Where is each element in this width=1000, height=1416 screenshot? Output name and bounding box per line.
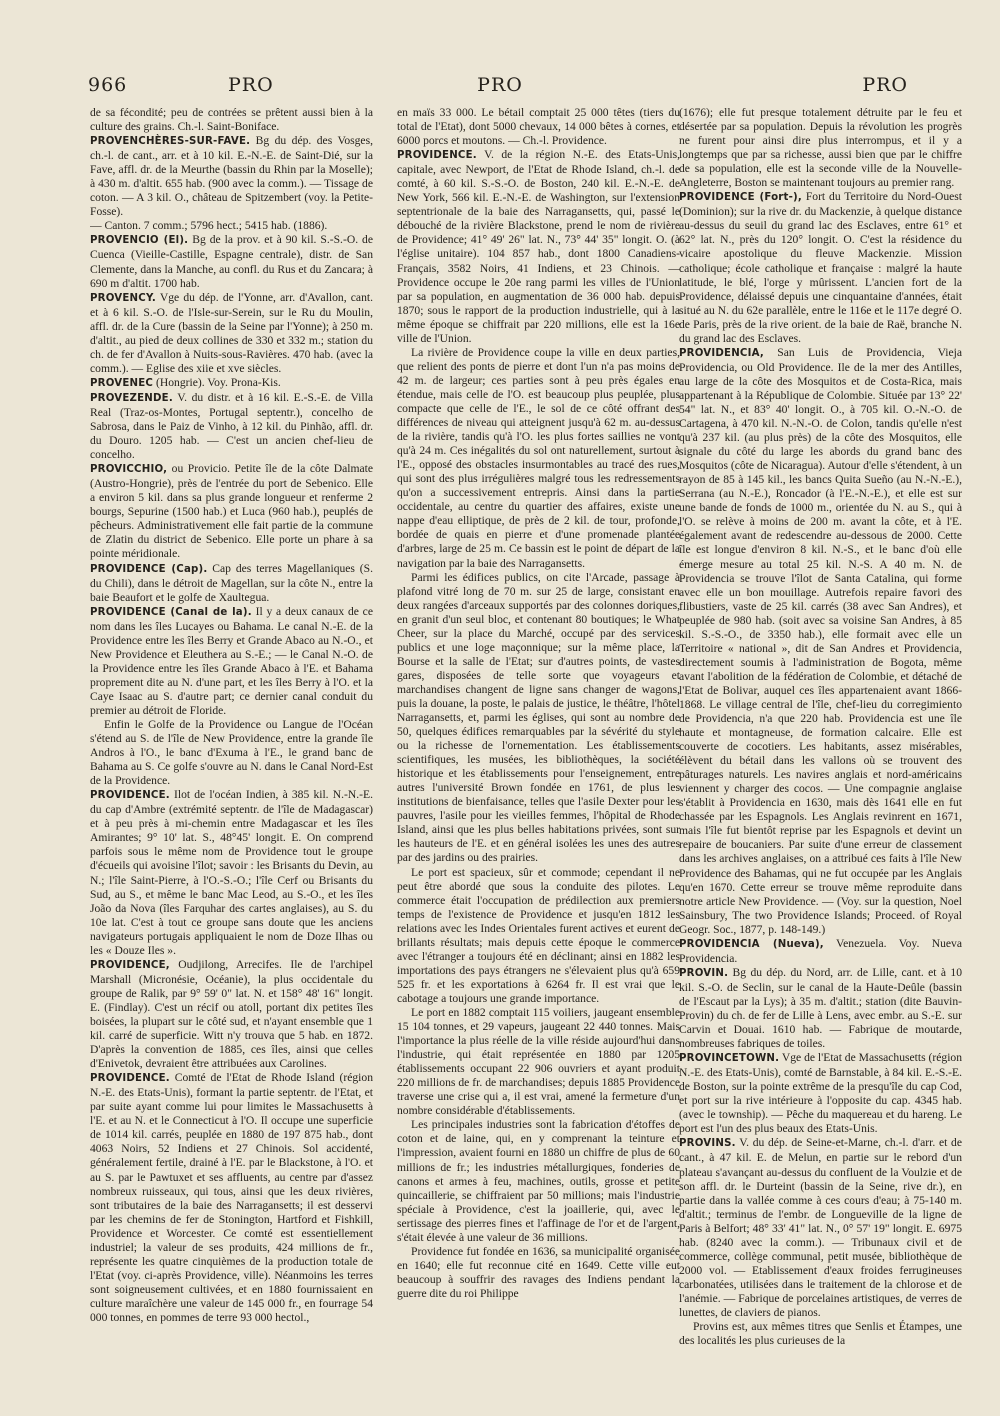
entry-paragraph [90,219,373,233]
dictionary-entry [90,291,373,376]
running-head-center: PRO [477,74,523,96]
entry-paragraph [397,1245,680,1301]
entry-headword: PROVIDENCE (Cap). [90,563,208,575]
entry-headword: PROVIN. [679,967,729,979]
entry-text: Le port en 1882 comptait 115 voiliers, jaugeant ensemble 15 104 tonnes, et 29 vapeurs, jaugeant 22 440 tonnes. Mais l'importance la plus réelle de la ville réside aujourd'hui dans l'industrie, qui était représentée en 1880 par 1205 établissements occupant 22 906 ouvriers et ayant produit 220 millions de fr. de marchandises; depuis 1885 Providence traverse une crise qui a, il est vrai, amené la fermeture d'un nombre considérable d'établissements. [397,1006,680,1118]
entry-headword: PROVICCHIO, [90,464,168,476]
entry-text: Les principales industries sont la fabrication d'étoffes de coton et de laine, qui, en y comprenant la teinture et l'impression, avaient fourni en 1880 un chiffre de plus de 60 millions de fr.; les industries métallurgiques, fonderies de canons et armes à feu, machines, outils, grosse et petite quincaillerie, se chiffraient par 50 millions; mais l'industrie spéciale à Providence, c'est la joaillerie, qui, avec le sertissage des pierres fines et l'affinage de l'or et de l'argent, s'était élevée à une valeur de 36 millions. [397,1118,680,1244]
entry-paragraph [397,571,680,866]
entry-headword: PROVIDENCE. [90,1073,170,1085]
dictionary-entry [679,190,962,346]
entry-text: Comté de l'Etat de Rhode Island (région N.-E. des Etats-Unis), formant la partie septentr. de l'Etat, et par suite ayant comme lui pour limites le Massachusetts à l'E. et au N. et le Connecticut à l'O. Il occupe une superficie de 1014 kil. carrés, peuplée en 1880 de 197 875 hab., dont 4063 Noirs, 52 Indiens et 27 Chinois. Sol accidenté, généralement fertile, drainé à l'E. par le Blackstone, à l'O. et au S. par le Pawtuxet et ses affluents, au centre par d'assez nombreux ruisseaux, qui tous, ainsi que les deux rivières, sont tributaires de la baie des Narragansetts; il est desservi par les chemins de fer de Stonington, Hartford et Fishkill, Providence et Worcester. Ce comté est essentiellement industriel; la valeur de ses produits, 424 millions de fr., représente les quatre cinquièmes de la production totale de l'Etat (voy. ci-après Providence, ville). Néanmoins les terres sont soigneusement cultivées, et en 1880 fournissaient en culture maraîchère une valeur de 145 000 fr., en fourrage 54 000 tonnes, en pommes de terre 93 000 hectol., [90,1071,373,1324]
text-column-left [90,106,373,1386]
dictionary-entry [90,788,373,958]
entry-text: V. du distr. et à 16 kil. E.-S.-E. de Villa Real (Traz-os-Montes, Portugal septentr.), concelho de Sabrosa, dans le Paiz de Vinho, à 12 kil. du Pinhão, affl. dr. du Douro. 1205 hab. — C'est un ancien chef-lieu de concelho. [90,390,373,462]
entry-text: de sa fécondité; peu de contrées se prêtent aussi bien à la culture des grains. Ch.-l. Saint-Boniface. [90,106,373,134]
entry-text: Vge de l'Etat de Massachusetts (région N.-E. des Etats-Unis), comté de Barnstable, à 84 kil. E.-S.-E. de Boston, sur la pointe extrême de la presqu'île du cap Cod, et port sur la rive intérieure à l'opposite du cap. 4345 hab. (avec le township). — Pêche du maquereau et du hareng. Le port est l'un des plus beaux des Etats-Unis. [679,1051,962,1136]
entry-text: Il y a deux canaux de ce nom dans les îles Lucayes ou Bahama. Le canal N.-E. de la Providence entre les îles Berry et Grande Abaco au N.-O., et New Providence et Eleuthera au S.-E.; — le Canal N.-O. de la Providence entre les îles Grande Abaco à l'E. et Bahama proprement dite au N. d'une part, et les îles Berry à l'O. et la Caye Isaac au S. d'autre part; ce dernier canal conduit du premier au détroit de Floride. [90,604,373,717]
entry-headword: PROVENCIO (El). [90,235,189,247]
entry-paragraph [397,346,680,571]
dictionary-entry [679,1051,962,1136]
running-head-left: PRO [228,74,274,96]
dictionary-entry [679,966,962,1051]
entry-headword: PROVINS. [679,1138,736,1150]
entry-text: Fort du Territoire du Nord-Ouest (Dominion); sur la rive dr. du Mackenzie, à quelque distance au-dessus du seuil du grand lac des Esclaves, entre 61° et 62° lat. N., près du 120° longit. O. C'est la résidence du vicaire apostolique du fleuve Mackenzie. Mission catholique; école catholique et française : malgré la haute latitude, le blé, l'orge y mûrissent. L'ancien fort de la Providence, délaissé depuis une cinquantaine d'années, était situé au N. du 62e parallèle, entre le 116e et le 117e degré O. de Paris, près de la rive orient. de la baie de Raë, branche N. du grand lac des Esclaves. [679,190,962,345]
entry-headword: PROVIDENCE (Canal de la). [90,606,252,618]
entry-text: Parmi les édifices publics, on cite l'Arcade, passage à plafond vitré long de 70 m. sur 25 de large, consistant en deux rangées d'arceaux supportés par des colonnes doriques, en granit d'un seul bloc, et contenant 80 boutiques; le What Cheer, sur la place du Marché, occupé par des services publics et une loge maçonnique; sur la même place, la Bourse et la salle de l'Etat; sur d'autres points, de vastes gares, disposées de telle sorte que voyageurs et marchandises changent de ligne sans changer de wagons, puis la douane, la poste, le palais de justice, le théâtre, l'hôtel Narragansetts, et, parmi les églises, qui sont au nombre de 50, quelques édifices remarquables par la sévérité du style ou la richesse de l'ornementation. Les établissements scientifiques, les musées, les bibliothèques, la société historique et les établissements pour l'enseignement, entre autres l'université Brown fondée en 1761, de plus les institutions de bienfaisance, telles que l'asile Dexter pour les pauvres, l'asile pour les vieilles femmes, l'hôpital de Rhode Island, ainsi que les plus belles habitations privées, sont sur les hauteurs de l'E. et en général isolées les unes des autres par des jardins ou des prairies. [397,570,680,865]
entry-text: (1676); elle fut presque totalement détruite par le feu et désertée par sa population. Depuis la révolution les progrès ne furent pour ainsi dire plus interrompus, et il y a longtemps que par sa richesse, aussi bien que par le chiffre de sa population, elle est la seconde ville de la Nouvelle-Angleterre, Boston se maintenant toujours au premier rang. [679,106,962,190]
entry-paragraph [397,866,680,1006]
running-head-right: PRO [862,74,908,96]
dictionary-entry [90,462,373,561]
entry-headword: PROVIDENCE. [90,790,170,802]
dictionary-entry [90,376,373,391]
entry-text: La rivière de Providence coupe la ville en deux parties, que relient des ponts de pierre et dont l'un n'a pas moins de 42 m. de largeur; ces parties sont à peu près égales en étendue, mais celle de l'O. est beaucoup plus peuplée, plus compacte que celle de l'E., le sol de ce côté offrant des différences de niveau qui atteignent jusqu'à 62 m. au-dessus de la rivière, tandis qu'à l'O. les plus fortes saillies ne vont qu'à 24 m. Ces inégalités du sol ont naturellement, surtout à l'E., opposé des obstacles insurmontables au tracé des rues, qui sont des plus irrégulières malgré tous les redressements qu'on a successivement entrepris. Ainsi dans la partie occidentale, au centre du quartier des affaires, existe une nappe d'eau elliptique, de près de 2 kil. de tour, profonde, bordée de quais en pierre et d'une promenade plantée d'arbres, large de 25 m. Ce bassin est le point de départ de la navigation par la baie des Narragansetts. [397,345,680,570]
entry-text: V. du dép. de Seine-et-Marne, ch.-l. d'arr. et de cant., à 47 kil. E. de Melun, en partie sur le rebord d'un plateau s'avançant au-dessus du confluent de la Voulzie et de son affl. dr. le Durteint (bassin de la Seine, rive dr.), en partie dans la vallée comme à ces cours d'eau; à 75-140 m. d'altit.; terminus de l'embr. de Longueville de la ligne de Paris à Belfort; 48° 33' 41" lat. N., 0° 57' 19" longit. E. 6975 hab. (8240 avec la comm.). — Tribunaux civil et de commerce, collège communal, petit musée, bibliothèque de 2000 vol. — Etablissement d'eaux froides ferrugineuses carbonatées, utilisées dans le traitement de la chlorose et de l'anémie. — Fabrique de porcelaines artistiques, de verres de lunettes, de claviers de pianos. [679,1136,962,1319]
entry-text: Bg du dép. des Vosges, ch.-l. de cant., arr. et à 10 kil. E.-N.-E. de Saint-Dié, sur la Fave, affl. dr. de la Meurthe (bassin du Rhin par la Moselle); à 430 m. d'altit. 655 hab. (900 avec la comm.). — Tissage de coton. — A 3 kil. O., château de Spitzembert (voy. la Petite-Fosse). [90,134,373,219]
entry-text: Le port est spacieux, sûr et commode; cependant il ne peut être abordé que sous la conduite des pilotes. Le commerce était l'occupation de prédilection aux premiers temps de l'existence de Providence et jusqu'en 1812 les relations avec les Indes Orientales furent actives et eurent de brillants résultats; mais depuis cette époque le commerce avec l'étranger a toujours été en déclinant; ainsi en 1882 les importations des pays étrangers ne s'élevaient plus qu'à 659 525 fr. et les exportations à 6264 fr. Il est vrai que le cabotage a toujours une grande importance. [397,865,680,1005]
entry-text: Provins est, aux mêmes titres que Senlis et Étampes, une des localités les plus curieuses de la [679,1320,962,1348]
page-number: 966 [88,74,128,96]
entry-headword: PROVIDENCIA, [679,347,764,359]
entry-paragraph [679,106,962,190]
entry-paragraph [397,1118,680,1244]
entry-text: Bg de la prov. et à 90 kil. S.-S.-O. de Cuenca (Vieille-Castille, Espagne centrale), distr. de San Clemente, dans la Manche, au confl. du Rus et du Zancara; à 690 m d'altit. 1700 hab. [90,233,373,290]
entry-text: ou Provicio. Petite île de la côte Dalmate (Austro-Hongrie), près de l'entrée du port de Sebenico. Elle a environ 5 kil. dans sa plus grande longueur et renferme 2 bourgs, Sepurine (1500 hab.) et Luca (960 hab.), peuplés de pêcheurs. Administrativement elle fait partie de la commune de Zlatin du district de Sebenico. Elle porte un phare à sa pointe méridionale. [90,462,373,561]
entry-headword: PROVIDENCIA (Nueva), [679,938,824,950]
entry-paragraph [679,1320,962,1348]
entry-text: Ilot de l'océan Indien, à 385 kil. N.-N.-E. du cap d'Ambre (extrémité septentr. de l'île de Madagascar) et à peu près à mi-chemin entre Madagascar et les îles Amirantes; 9° 10' lat. S., 48°45' longit. E. On comprend parfois sous le même nom de Providence tout le groupe d'écueils qui avoisine l'îlot; savoir : les Brisants du Devin, au N.; l'île Saint-Pierre, à l'O.-S.-O.; l'île Cerf ou Brisants du Sud, au S., et même le banc Mac Leod, au S.-O., et les îles João da Nova (îles Farquhar des cartes anglaises), au S. du 10e lat. C'est à tout ce groupe sans doute que les anciens navigateurs portugais appliquaient le nom de Doze Ilhas ou les « Douze Iles ». [90,788,373,957]
entry-headword: PROVEZENDE. [90,392,173,404]
dictionary-entry [90,605,373,718]
dictionary-entry [90,1071,373,1325]
dictionary-entry [90,233,373,290]
entry-text: — Canton. 7 comm.; 5796 hect.; 5415 hab. (1886). [90,219,328,233]
entry-text: Oudjilong, Arrecifes. Ile de l'archipel Marshall (Micronésie, Océanie), la plus occidentale du groupe de Ralik, par 9° 59' 0" lat. N. et 158° 48' 16" longit. E. (Findlay). C'est un récif ou atoll, portant dix petites îles boisées, la plupart sur le côté sud, et n'ayant ensemble que 1 kil. carré de superficie. Witt n'y trouva que 5 hab. en 1872. D'après la convention de 1885, ces îles, ainsi que celles d'Enivetok, devraient être attribuées aux Carolines. [90,957,373,1071]
entry-paragraph [90,718,373,788]
dictionary-entry [90,958,373,1071]
text-column-right [679,106,962,1386]
entry-headword: PROVENCY. [90,292,156,304]
text-column-middle [397,106,680,1386]
entry-paragraph [397,106,680,148]
entry-text: Venezuela. Voy. Nueva Providencia. [679,936,962,965]
dictionary-entry [679,1136,962,1320]
entry-headword: PROVENEC [90,377,154,389]
entry-headword: PROVIDENCE (Fort-), [679,192,802,204]
entry-text: San Luis de Providencia, Vieja Providencia, ou Old Providence. Ile de la mer des Antilles, au large de la côte des Mosquitos et de Costa-Rica, mais appartenant à la République de Colombie. Située par 13° 22' 54" lat. N., et 83° 40' longit. O., à 705 kil. O.-N.-O. de Cartagena, à 470 kil. N.-N.-O. de Colon, tandis qu'elle n'est qu'à 237 kil. (au plus près) de la côte des Mosquitos, elle signale du côté du large les abords du grand banc des Mosquitos (côte de Nicaragua). Autour d'elle s'étendent, à un rayon de 85 à 145 kil., les bancs Quita Sueño (au N.-N.-E.), Serrana (au N.-E.), Roncador (à l'E.-N.-E.), et elle est sur une bande de fonds de 1000 m., orientée du N. au S., qui à l'O. se relève à moins de 200 m. avant la côte, et à l'E. également avant de redescendre au-dessous de 2000. Cette île est longue d'environ 8 kil. N.-S., et le banc d'où elle émerge mesure au total 25 kil. N.-S. A 40 m. N. de Providencia se trouve l'îlot de Santa Catalina, qui forme avec elle un bon mouillage. Autrefois repaire favori des flibustiers, vaste de 25 kil. carrés (38 avec San Andres), et peuplée de 980 hab. (soit avec sa voisine San Andres, à 85 kil. S.-S.-O., de 3350 hab.), elle formait avec elle un Territoire « national », dit de San Andres et Providencia, directement soumis à l'administration de Bogota, même avant l'abolition de la fédération de Colombie, et détaché de l'Etat de Bolivar, auquel ces îles appartenaient avant 1866-1868. Le village central de l'île, chef-lieu du corregimiento de Providencia, n'a que 220 hab. Providencia est une île haute et montagneuse, de formation calcaire. Elle est couverte de cocotiers. Les habitants, assez misérables, élèvent du bétail dans les vallons où se trouvent des pâturages naturels. Les navires anglais et nord-américains viennent y charger des cocos. — Une compagnie anglaise s'établit à Providencia en 1630, mais dès 1641 elle en fut chassée par les Espagnols. Les Anglais revinrent en 1671, mais l'île fut bientôt reprise par les Espagnols et devint un repaire de boucaniers. Par suite d'une erreur de classement dans les archives anglaises, on a attribué ces faits à l'île New Providence des Bahamas, qui ne fut occupée par les Anglais qu'en 1670. Cette erreur se trouve même reproduite dans notre article New Providence. — (Voy. sur la question, Noel Sainsbury, The two Providence Islands; Proceed. of Royal Geogr. Soc., 1877, p. 148-149.) [679,345,962,936]
entry-text: Cap des terres Magellaniques (S. du Chili), dans le détroit de Magellan, sur la côte N., entre la baie Beaufort et le golfe de Xaultegua. [90,561,373,604]
dictionary-entry [679,937,962,966]
entry-headword: PROVINCETOWN. [679,1053,780,1065]
entry-text: (Hongrie). Voy. Prona-Kis. [153,375,281,389]
dictionary-entry [397,148,680,346]
entry-text: V. de la région N.-E. des Etats-Unis, capitale, avec Newport, de l'Etat de Rhode Island, ch.-l. de comté, à 60 kil. S.-S.-O. de Boston, 240 kil. E.-N.-E. de New York, 566 kil. E.-N.-E. de Washington, sur l'extension septentrionale de la baie des Narragansetts, qui, passé le débouché de la rivière Blackstone, prend le nom de rivière de Providence; 41° 49' 26" lat. N., 73° 44' 35" longit. O. (à l'église unitaire). 104 857 hab., dont 1800 Canadiens-Français, 3582 Noirs, 41 Indiens, et 23 Chinois. — Providence occupe le 20e rang parmi les villes de l'Union par sa population, en augmentation de 36 000 hab. depuis 1870; sous le rapport de la production industrielle, qui à la même époque se chiffrait par 220 millions, elle est la 16e ville de l'Union. [397,148,680,345]
entry-headword: PROVENCHÈRES-SUR-FAVE. [90,136,251,148]
dictionary-entry [90,391,373,462]
entry-text: Bg du dép. du Nord, arr. de Lille, cant. et à 10 kil. S.-O. de Seclin, sur le canal de la Haute-Deûle (bassin de l'Escaut par la Lys); à 35 m. d'altit.; station (dite Bauvin-Provin) du ch. de fer de Lille à Lens, avec embr. au S.-E. sur Carvin et Douai. 1610 hab. — Fabrique de moutarde, nombreuses fabriques de toiles. [679,965,962,1051]
entry-text: Providence fut fondée en 1636, sa municipalité organisée en 1640; elle fut reconnue cité en 1649. Cette ville eut beaucoup à souffrir des ravages des Indiens pendant la guerre dite du roi Philippe [397,1244,680,1300]
entry-paragraph [90,106,373,134]
dictionary-entry [90,562,373,605]
entry-text: Vge du dép. de l'Yonne, arr. d'Avallon, cant. et à 6 kil. S.-O. de l'Isle-sur-Serein, sur le Ru du Moulin, affl. dr. de la Cure (bassin de la Seine par l'Yonne); à 250 m. d'altit., au pied de deux collines de 330 et 332 m.; station du ch. de fer d'Avallon à Nuits-sous-Ravières. 470 hab. (avec la comm.). — Eglise des xiie et xve siècles. [90,290,373,375]
entry-text: Enfin le Golfe de la Providence ou Langue de l'Océan s'étend au S. de l'île de New Providence, entre la grande île Andros à l'O., le banc d'Exuma à l'E., le grand banc de Bahama au S. Ce golfe s'ouvre au N. dans le Canal Nord-Est de la Providence. [90,718,373,788]
entry-headword: PROVIDENCE. [397,150,477,162]
dictionary-entry [679,346,962,937]
entry-text: en maïs 33 000. Le bétail comptait 25 000 têtes (tiers du total de l'Etat), dont 5000 chevaux, 14 000 bêtes à cornes, et 6000 porcs et moutons. — Ch.-l. Providence. [397,106,680,148]
entry-headword: PROVIDENCE, [90,959,170,971]
entry-paragraph [397,1006,680,1118]
dictionary-entry [90,134,373,219]
